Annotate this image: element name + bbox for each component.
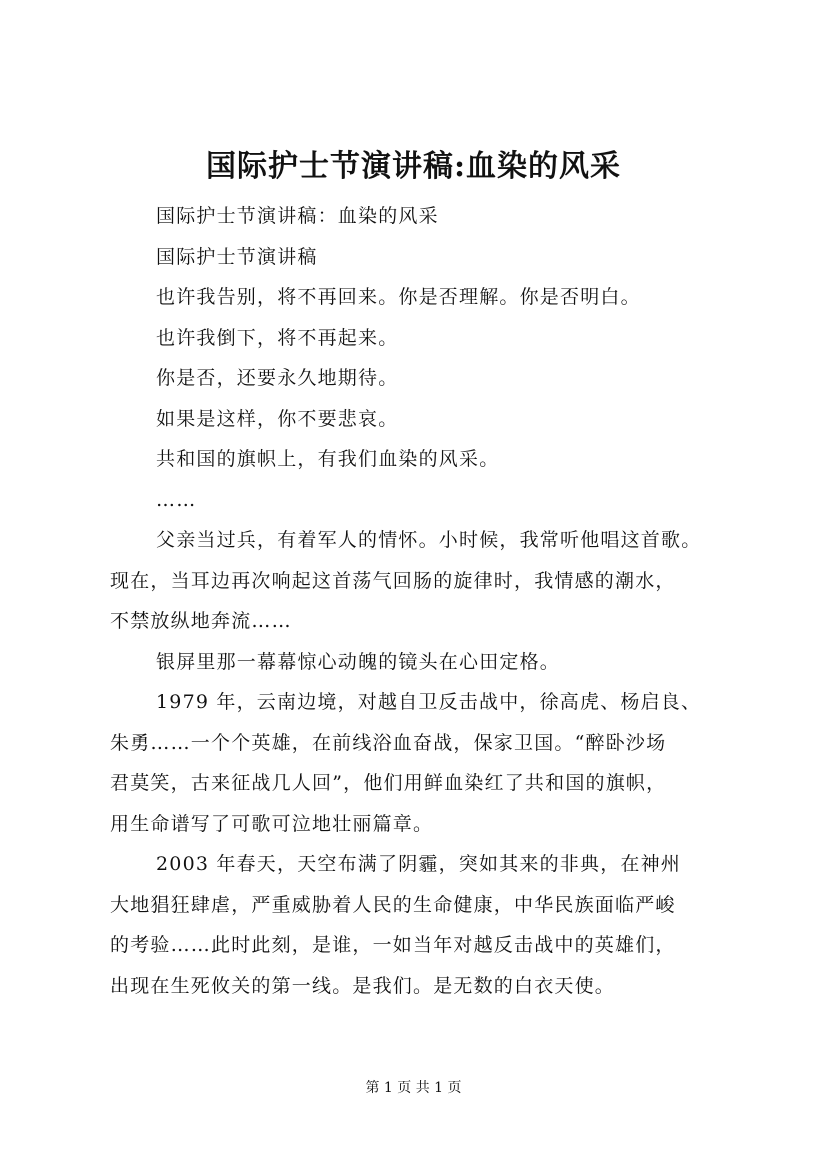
page-footer: 第 1 页 共 1 页 — [365, 1080, 462, 1096]
body-line: 朱勇……一个个英雄，在前线浴血奋战，保家卫国。“醉卧沙场 — [110, 731, 667, 754]
body-line: 君莫笑，古来征战几人回”，他们用鲜血染红了共和国的旗帜， — [110, 772, 667, 794]
body-line: 出现在生死攸关的第一线。是我们。是无数的白衣天使。 — [110, 974, 616, 997]
body-line: 也许我告别，将不再回来。你是否理解。你是否明白。 — [156, 286, 641, 308]
body-line: 国际护士节演讲稿 — [156, 245, 318, 268]
body-line: 国际护士节演讲稿：血染的风采 — [156, 205, 439, 227]
document-title: 国际护士节演讲稿:血染的风采 — [205, 149, 622, 184]
body-line: 1979 年，云南边境，对越自卫反击战中，徐高虎、杨启良、 — [156, 691, 702, 713]
body-line: 用生命谱写了可歌可泣地壮丽篇章。 — [110, 812, 434, 835]
body-line: 大地猖狂肆虐，严重威胁着人民的生命健康，中华民族面临严峻 — [110, 893, 676, 916]
body-line: 现在，当耳边再次响起这首荡气回肠的旋律时，我情感的潮水， — [110, 569, 676, 592]
body-line: 你是否，还要永久地期待。 — [156, 367, 399, 389]
body-line: 父亲当过兵，有着军人的情怀。小时候，我常听他唱这首歌。 — [156, 529, 702, 551]
body-line: 银屏里那一幕幕惊心动魄的镜头在心田定格。 — [156, 650, 561, 673]
body-line: 不禁放纵地奔流…… — [110, 610, 292, 632]
body-line: 共和国的旗帜上，有我们血染的风采。 — [156, 448, 500, 470]
body-line: 如果是这样，你不要悲哀。 — [156, 407, 399, 430]
body-line: …… — [156, 488, 197, 511]
body-line: 2003 年春天，天空布满了阴霾，突如其来的非典，在神州 — [156, 853, 681, 875]
body-line: 的考验……此时此刻，是谁，一如当年对越反击战中的英雄们， — [110, 934, 676, 956]
body-line: 也许我倒下，将不再起来。 — [156, 326, 399, 349]
document-body — [110, 196, 730, 1006]
